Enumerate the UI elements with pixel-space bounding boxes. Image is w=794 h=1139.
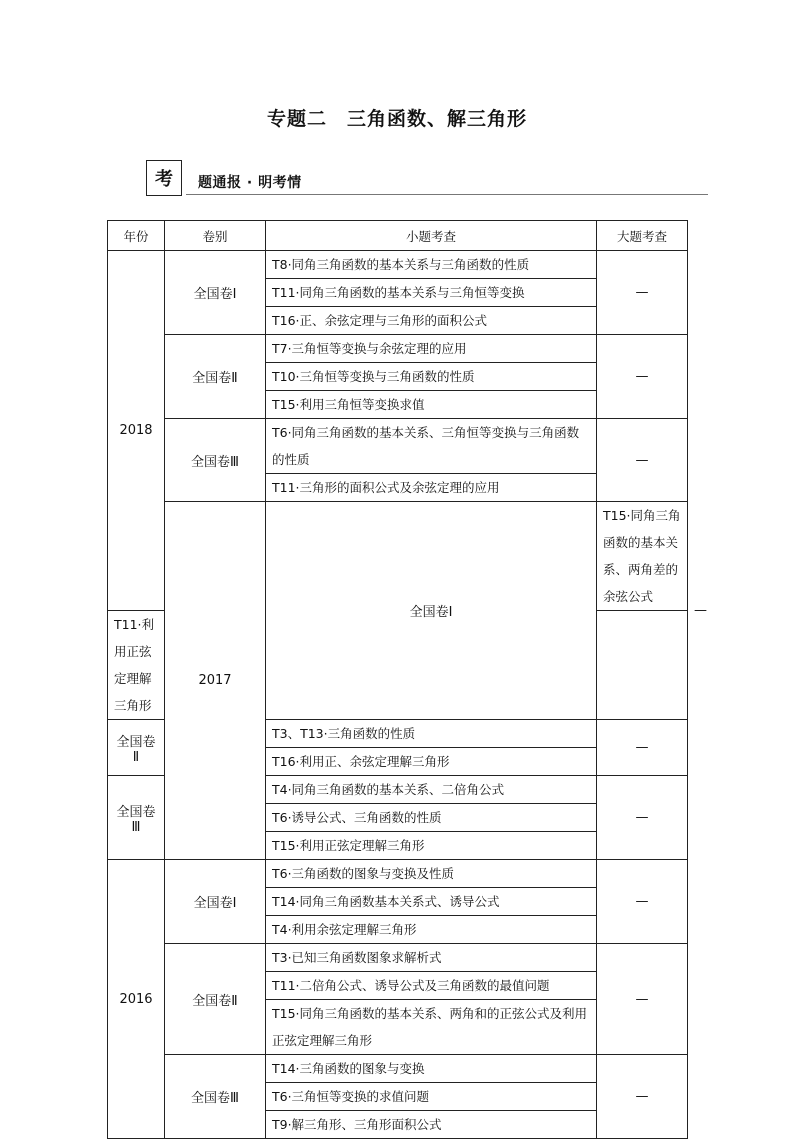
item-cell: T11·利用正弦定理解三角形 xyxy=(108,611,165,720)
header-paper: 卷别 xyxy=(165,221,266,251)
item-cell: T6·三角恒等变换的求值问题 xyxy=(266,1083,597,1111)
item-cell: T15·同角三角函数的基本关系、两角和的正弦公式及利用正弦定理解三角形 xyxy=(266,1000,597,1055)
big-question-cell: — xyxy=(597,860,688,944)
item-cell: T8·同角三角函数的基本关系与三角函数的性质 xyxy=(266,251,597,279)
year-cell: 2018 xyxy=(108,251,165,611)
item-cell: T3、T13·三角函数的性质 xyxy=(266,720,597,748)
paper-cell: 全国卷Ⅲ xyxy=(108,776,165,860)
item-cell: T11·同角三角函数的基本关系与三角恒等变换 xyxy=(266,279,597,307)
paper-cell: 全国卷Ⅲ xyxy=(165,419,266,502)
section-badge: 考 xyxy=(146,160,182,196)
item-cell: T3·已知三角函数图象求解析式 xyxy=(266,944,597,972)
big-question-cell: — xyxy=(597,419,688,502)
item-cell: T9·解三角形、三角形面积公式 xyxy=(266,1111,597,1139)
table-header-row xyxy=(108,221,688,251)
table-row xyxy=(108,335,688,363)
section-title: 题通报 · 明考情 xyxy=(198,175,302,191)
item-cell: T11·二倍角公式、诱导公式及三角函数的最值问题 xyxy=(266,972,597,1000)
table-row xyxy=(108,251,688,279)
year-cell: 2017 xyxy=(165,502,266,860)
page-title: 专题二 三角函数、解三角形 xyxy=(266,108,527,130)
paper-cell: 全国卷Ⅰ xyxy=(165,251,266,335)
section-header xyxy=(146,160,708,196)
year-cell: 2016 xyxy=(108,860,165,1139)
table-row xyxy=(108,1055,688,1083)
item-cell: T6·同角三角函数的基本关系、三角恒等变换与三角函数的性质 xyxy=(266,419,597,474)
item-cell: T16·利用正、余弦定理解三角形 xyxy=(266,748,597,776)
table-row xyxy=(108,944,688,972)
big-question-cell: — xyxy=(597,776,688,860)
big-question-cell: — xyxy=(597,1055,688,1139)
item-cell: T14·三角函数的图象与变换 xyxy=(266,1055,597,1083)
item-cell: T15·利用三角恒等变换求值 xyxy=(266,391,597,419)
item-cell: T6·诱导公式、三角函数的性质 xyxy=(266,804,597,832)
item-cell: T7·三角恒等变换与余弦定理的应用 xyxy=(266,335,597,363)
section-divider xyxy=(186,194,708,195)
table-row xyxy=(108,860,688,888)
paper-cell: 全国卷Ⅱ xyxy=(108,720,165,776)
header-year: 年份 xyxy=(108,221,165,251)
table-row xyxy=(108,419,688,474)
header-small-questions: 小题考查 xyxy=(266,221,597,251)
item-cell: T16·正、余弦定理与三角形的面积公式 xyxy=(266,307,597,335)
item-cell: T6·三角函数的图象与变换及性质 xyxy=(266,860,597,888)
big-question-cell: — xyxy=(597,944,688,1055)
big-question-cell: — xyxy=(597,335,688,419)
item-cell: T4·利用余弦定理解三角形 xyxy=(266,916,597,944)
item-cell: T15·利用正弦定理解三角形 xyxy=(266,832,597,860)
big-question-cell: — xyxy=(597,251,688,335)
exam-table xyxy=(107,220,707,1139)
item-cell: T4·同角三角函数的基本关系、二倍角公式 xyxy=(266,776,597,804)
item-cell: T14·同角三角函数基本关系式、诱导公式 xyxy=(266,888,597,916)
paper-cell: 全国卷Ⅱ xyxy=(165,335,266,419)
paper-cell: 全国卷Ⅰ xyxy=(165,860,266,944)
item-cell: T10·三角恒等变换与三角函数的性质 xyxy=(266,363,597,391)
paper-cell: 全国卷Ⅲ xyxy=(165,1055,266,1139)
paper-cell: 全国卷Ⅱ xyxy=(165,944,266,1055)
big-question-cell: — xyxy=(597,720,688,776)
header-big-questions: 大题考查 xyxy=(597,221,688,251)
item-cell: T15·同角三角函数的基本关系、两角差的余弦公式 xyxy=(597,502,688,611)
table-row: 2017 全国卷Ⅰ T15·同角三角函数的基本关系、两角差的余弦公式 — xyxy=(108,502,688,611)
paper-cell: 全国卷Ⅰ xyxy=(266,502,597,720)
item-cell: T11·三角形的面积公式及余弦定理的应用 xyxy=(266,474,597,502)
